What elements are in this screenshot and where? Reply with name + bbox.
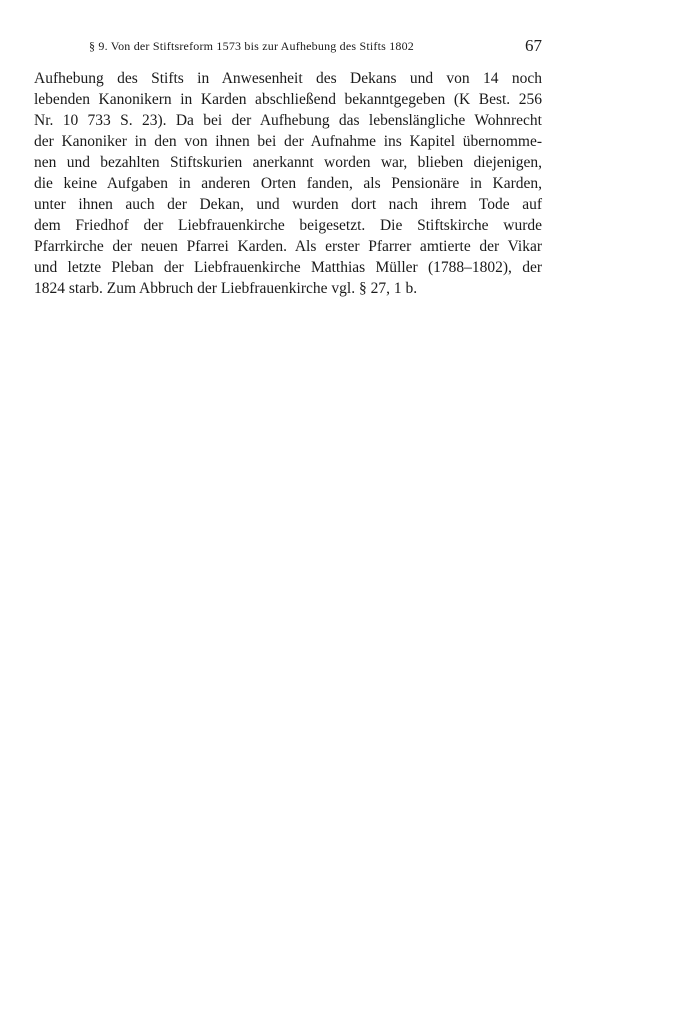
text-line: 1824 starb. Zum Abbruch der Liebfrauenkirche vgl. § 27, 1 b.: [34, 280, 418, 297]
text-line: die keine Aufgaben in anderen Orten fanden, als Pensionäre in Karden,: [34, 175, 542, 192]
text-line: lebenden Kanonikern in Karden abschließend bekanntgegeben (K Best. 256: [34, 91, 542, 108]
text-line: Nr. 10 733 S. 23). Da bei der Aufhebung das lebenslängliche Wohnrecht: [34, 112, 542, 129]
text-line: der Kanoniker in den von ihnen bei der Aufnahme ins Kapitel übernomme-: [34, 133, 542, 150]
body-paragraph: [34, 68, 542, 299]
running-title: § 9. Von der Stiftsreform 1573 bis zur Aufhebung des Stifts 1802: [89, 39, 415, 53]
text-line: unter ihnen auch der Dekan, und wurden dort nach ihrem Tode auf: [34, 196, 542, 213]
text-line: dem Friedhof der Liebfrauenkirche beigesetzt. Die Stiftskirche wurde: [34, 217, 542, 234]
page-number: 67: [525, 36, 542, 55]
text-line: und letzte Pleban der Liebfrauenkirche Matthias Müller (1788–1802), der: [34, 259, 542, 276]
running-head: [34, 36, 542, 58]
text-line: Pfarrkirche der neuen Pfarrei Karden. Als erster Pfarrer amtierte der Vikar: [34, 238, 542, 255]
text-line: nen und bezahlten Stiftskurien anerkannt worden war, blieben diejenigen,: [34, 154, 542, 171]
text-line: Aufhebung des Stifts in Anwesenheit des Dekans und von 14 noch: [34, 70, 542, 87]
